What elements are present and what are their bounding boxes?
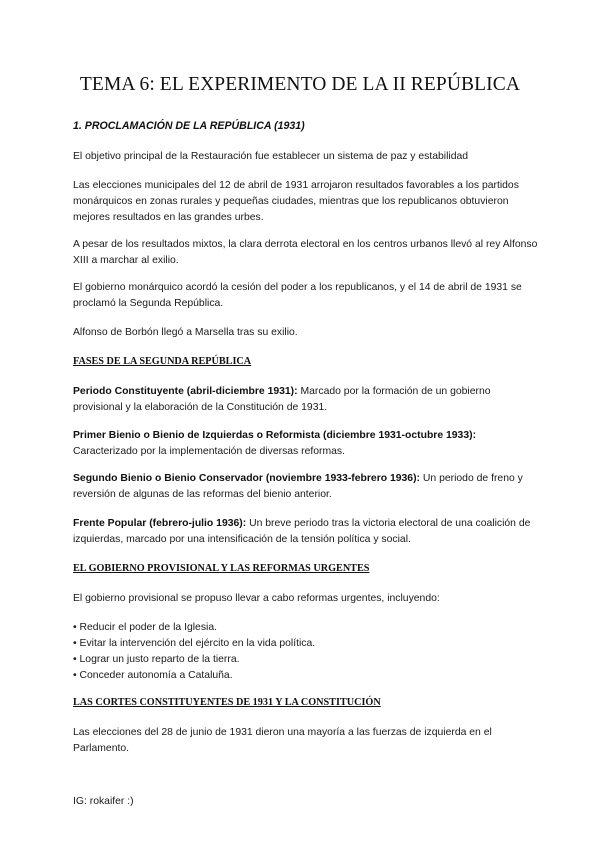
footer-credit: IG: rokaifer :) (73, 796, 134, 807)
section-heading-fases: FASES DE LA SEGUNDA REPÚBLICA (73, 356, 252, 367)
fase-term: Frente Popular (febrero-julio 1936): (73, 518, 247, 529)
paragraph: Las elecciones del 28 de junio de 1931 dieron una mayoría a las fuerzas de izquierda en el Parlamento. (73, 727, 492, 754)
page-title: TEMA 6: EL EXPERIMENTO DE LA II REPÚBLICA (79, 74, 521, 95)
paragraph: El gobierno provisional se propuso llevar a cabo reformas urgentes, incluyendo: (73, 593, 440, 604)
section-heading-proclamacion: 1. PROCLAMACIÓN DE LA REPÚBLICA (1931) (73, 120, 305, 132)
list-item: • Reducir el poder de la Iglesia. (73, 622, 217, 633)
reform-list (73, 620, 315, 684)
fase-text: Un periodo de freno y reversión de algunas de las reformas del bienio anterior. (73, 473, 523, 500)
fase-item (73, 471, 543, 503)
paragraph: Las elecciones municipales del 12 de abril de 1931 arrojaron resultados favorables a los partidos monárquicos en zonas rurales y pequeñas ciudades, mientras que los republicanos obtuvieron mejores resultados en las grandes urbes. (73, 180, 519, 223)
paragraph: Alfonso de Borbón llegó a Marsella tras su exilio. (73, 327, 298, 338)
list-item: • Lograr un justo reparto de la tierra. (73, 654, 240, 665)
fase-text: Un breve periodo tras la victoria electoral de una coalición de izquierdas, marcado por una intensificación de la tensión política y social. (73, 518, 531, 545)
fase-text: Caracterizado por la implementación de diversas reformas. (73, 446, 346, 457)
section-heading-cortes: LAS CORTES CONSTITUYENTES DE 1931 Y LA CONSTITUCIÓN (73, 697, 381, 708)
fase-term: Segundo Bienio o Bienio Conservador (noviembre 1933-febrero 1936): (73, 473, 421, 484)
fase-item (73, 428, 543, 460)
fase-term: Periodo Constituyente (abril-diciembre 1931): (73, 386, 298, 397)
fase-item (73, 516, 543, 548)
fase-term: Primer Bienio o Bienio de Izquierdas o Reformista (diciembre 1931-octubre 1933): (73, 430, 477, 441)
list-item: • Conceder autonomía a Cataluña. (73, 670, 233, 681)
section-heading-gobierno: EL GOBIERNO PROVISIONAL Y LAS REFORMAS URGENTES (73, 563, 370, 574)
fase-item (73, 384, 543, 416)
paragraph: A pesar de los resultados mixtos, la clara derrota electoral en los centros urbanos llevó al rey Alfonso XIII a marchar al exilio. (73, 239, 538, 266)
paragraph: El gobierno monárquico acordó la cesión del poder a los republicanos, y el 14 de abril de 1931 se proclamó la Segunda República. (73, 282, 522, 309)
paragraph: El objetivo principal de la Restauración fue establecer un sistema de paz y estabilidad (73, 151, 469, 162)
list-item: • Evitar la intervención del ejército en la vida política. (73, 638, 316, 649)
fase-text: Marcado por la formación de un gobierno provisional y la elaboración de la Constitución de 1931. (73, 386, 491, 413)
